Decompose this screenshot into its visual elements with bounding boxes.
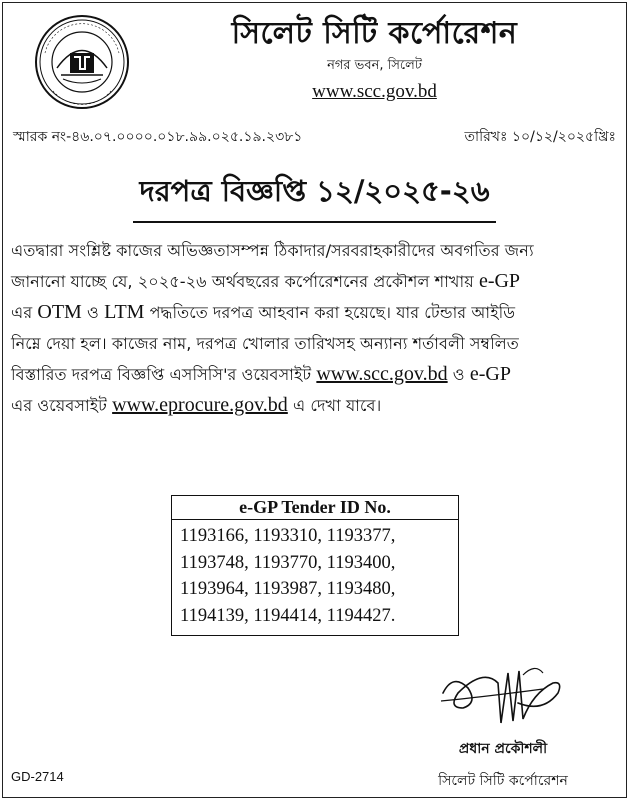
notice-title [3, 169, 626, 223]
notice-page [2, 2, 627, 798]
tender-id-list [172, 520, 458, 629]
ltm-label: LTM [104, 301, 145, 323]
body-text-segment: ও [86, 303, 99, 322]
egp-label: e-GP [469, 363, 511, 385]
signatory-title: প্রধান প্রকৌশলী [458, 741, 548, 757]
signatory-organization: সিলেট সিটি কর্পোরেশন [438, 773, 568, 789]
body-text-segment: ও [452, 365, 465, 384]
tender-id-row: 1193964, 1193987, 1193480, [180, 579, 396, 599]
body-line-1: এতদ্বারা সংশ্লিষ্ট কাজের অভিজ্ঞতাসম্পন্ন ঠিকাদার/সরবরাহকারীদের অবগতির জন্য [11, 241, 534, 260]
signature [423, 653, 573, 738]
tender-id-row: 1194139, 1194414, 1194427. [180, 605, 396, 626]
handwritten-signature-icon [423, 653, 573, 738]
notice-title-text: দরপত্র বিজ্ঞপ্তি ১২/২০২৫-২৬ [133, 169, 495, 223]
body-text-segment: এ দেখা যাবে। [292, 396, 382, 415]
gd-code: GD-2714 [11, 769, 64, 784]
body-text-segment: বিস্তারিত দরপত্র বিজ্ঞপ্তি এসসিসি'র ওয়েবসাইট [11, 365, 312, 384]
body-line-5 [11, 359, 618, 390]
memo-line [13, 125, 616, 149]
scc-seal-icon [33, 13, 131, 111]
organization-address: নগর ভবন, সিলেট [327, 58, 422, 73]
body-text-segment: এর ওয়েবসাইট [11, 396, 107, 415]
organization-name: সিলেট সিটি কর্পোরেশন [231, 16, 518, 51]
body-text-segment: এর [11, 303, 33, 322]
tender-id-row: 1193748, 1193770, 1193400, [180, 552, 396, 573]
memo-date: তারিখঃ ১০/১২/২০২৫খ্রিঃ [464, 129, 616, 145]
egp-label: e-GP [478, 270, 521, 292]
tender-id-row: 1193166, 1193310, 1193377, [180, 526, 396, 546]
otm-label: OTM [37, 301, 82, 323]
body-line-3 [11, 297, 618, 328]
body-line-4: নিম্নে দেয়া হল। কাজের নাম, দরপত্র খোলার তারিখসহ অন্যান্য শর্তাবলী সম্বলিত [11, 334, 519, 353]
scc-logo [33, 13, 131, 111]
memo-reference: স্মারক নং-৪৬.০৭.০০০০.০১৮.৯৯.০২৫.১৯.২৩৮১ [13, 129, 303, 145]
body-text-segment: জানানো যাচ্ছে যে, ২০২৫-২৬ অর্থবছরের কর্পোরেশনের প্রকৌশল শাখায় [11, 272, 474, 291]
tender-id-table [171, 495, 459, 636]
scc-website-link[interactable]: www.scc.gov.bd [316, 363, 448, 385]
body-line-2 [11, 266, 618, 297]
tender-id-heading: e-GP Tender ID No. [172, 496, 458, 520]
body-line-6 [11, 390, 618, 421]
eprocure-website-link[interactable]: www.eprocure.gov.bd [112, 394, 288, 416]
notice-body [11, 235, 618, 421]
organization-website[interactable]: www.scc.gov.bd [312, 81, 437, 102]
body-text-segment: পদ্ধতিতে দরপত্র আহবান করা হয়েছে। যার টেন্ডার আইডি [149, 303, 516, 322]
